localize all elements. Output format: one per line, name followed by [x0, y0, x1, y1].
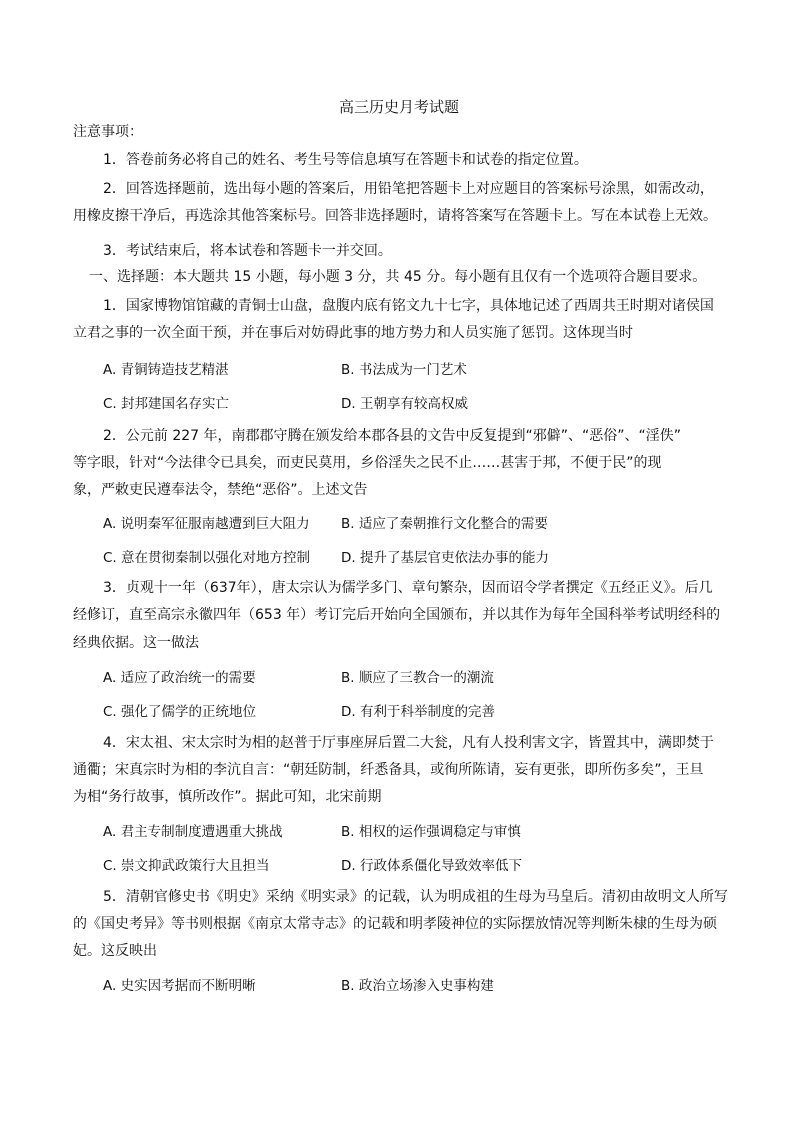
notice-item-3: 3．考试结束后，将本试卷和答题卡一并交回。 [103, 243, 392, 259]
question-4-line-3: 为相“务行故事，慎所改作”。据此可知，北宋前期 [73, 789, 382, 805]
question-4-option-c: C. 崇文抑武政策行大且担当 [103, 858, 270, 874]
question-3-option-c: C. 强化了儒学的正统地位 [103, 704, 257, 720]
question-5-option-a: A. 史实因考据而不断明晰 [103, 978, 256, 994]
notice-item-2-line-2: 用橡皮擦干净后，再选涂其他答案标号。回答非选择题时，请将答案写在答题卡上。写在本试卷上无效。 [73, 208, 717, 224]
question-1-option-c: C. 封邦建国名存实亡 [103, 396, 230, 412]
question-1-option-a: A. 青铜铸造技艺精湛 [103, 362, 229, 378]
question-5-line-3: 妃。这反映出 [73, 943, 157, 959]
notice-item-2-line-1: 2．回答选择题前，选出每小题的答案后，用铅笔把答题卡上对应题目的答案标号涂黑，如需改动， [103, 181, 714, 197]
page-title: 高三历史月考试题 [339, 98, 460, 116]
question-3-option-a: A. 适应了政治统一的需要 [103, 670, 256, 686]
question-1-line-2: 立君之事的一次全面干预，并在事后对妨碍此事的地方势力和人员实施了惩罚。这体现当时 [73, 325, 633, 341]
question-4-option-d: D. 行政体系僵化导致效率低下 [341, 858, 522, 874]
question-2-option-b: B. 适应了秦朝推行文化整合的需要 [341, 516, 548, 532]
notice-item-1: 1．答卷前务必将自己的姓名、考生号等信息填写在答题卡和试卷的指定位置。 [103, 152, 588, 168]
question-2-line-3: 象，严敕吏民遵奉法令，禁绝“恶俗”。上述文告 [73, 482, 368, 498]
question-1-option-b: B. 书法成为一门艺术 [341, 362, 467, 378]
question-5-line-1: 5．清朝官修史书《明史》采纳《明实录》的记载，认为明成祖的生母为马皇后。清初由故明文人所写 [103, 889, 728, 905]
question-2-line-1: 2．公元前 227 年，南郡郡守腾在颁发给本郡各县的文告中反复提到“邪僻”、“恶俗”、“淫佚” [103, 428, 682, 444]
question-2-line-2: 等字眼，针对“今法律令已具矣，而吏民莫用，乡俗淫失之民不止……甚害于邦，不便于民”的现 [73, 455, 662, 471]
question-1-option-d: D. 王朝享有较高权威 [341, 396, 468, 412]
question-5-line-2: 的《国史考异》等书则根据《南京太常寺志》的记载和明孝陵神位的实际摆放情况等判断朱棣的生母为硕 [73, 916, 717, 932]
question-2-option-a: A. 说明秦军征服南越遭到巨大阻力 [103, 516, 310, 532]
question-2-option-d: D. 提升了基层官吏依法办事的能力 [341, 550, 549, 566]
question-1-line-1: 1．国家博物馆馆藏的青铜士山盘，盘腹内底有铭文九十七字，具体地记述了西周共王时期对诸侯国 [103, 298, 714, 314]
question-4-line-1: 4．宋太祖、宋太宗时为相的赵普于厅事座屏后置二大瓮，凡有人投利害文字，皆置其中，满即焚于 [103, 735, 714, 751]
question-3-option-b: B. 顺应了三教合一的潮流 [341, 670, 494, 686]
question-4-option-a: A. 君主专制制度遭遇重大挑战 [103, 824, 283, 840]
question-4-line-2: 通衢；宋真宗时为相的李沆自言：“朝廷防制，纤悉备具，或徇所陈请，妄有更张，即所伤多矣”，王旦 [73, 762, 704, 778]
question-3-option-d: D. 有利于科举制度的完善 [341, 704, 495, 720]
question-3-line-3: 经典依据。这一做法 [73, 635, 199, 651]
question-3-line-2: 经修订，直至高宗永徽四年（653 年）考订完后开始向全国颁布，并以其作为每年全国科举考试明经科的 [73, 607, 721, 623]
question-5-option-b: B. 政治立场渗入史事构建 [341, 978, 494, 994]
question-3-line-1: 3．贞观十一年（637年），唐太宗认为儒学多门、章句繁杂，因而诏令学者撰定《五经正义》。后几 [103, 580, 713, 596]
question-2-option-c: C. 意在贯彻秦制以强化对地方控制 [103, 550, 311, 566]
notice-heading: 注意事项： [73, 124, 143, 140]
section-heading: 一、选择题：本大题共 15 小题，每小题 3 分，共 45 分。每小题有且仅有一个选项符合题目要求。 [89, 269, 707, 285]
question-4-option-b: B. 相权的运作强调稳定与审慎 [341, 824, 521, 840]
